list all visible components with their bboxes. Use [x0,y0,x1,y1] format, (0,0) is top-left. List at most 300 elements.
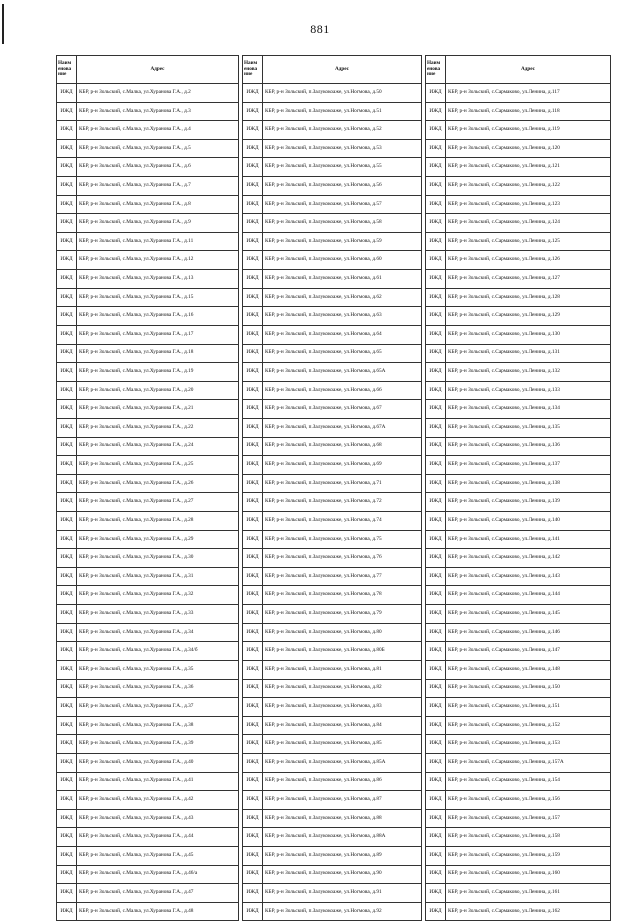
table-row [426,456,611,475]
object-type-cell: ИЖД [426,195,446,214]
object-type-cell: ИЖД [57,716,77,735]
address-cell: КБР, р-н Зольский, п.Залукокоаже, ул.Ногмова, д.92 [263,902,422,921]
table-row [243,232,422,251]
address-cell: КБР, р-н Зольский, с.Малка, ул.Хуранова Г.А., д.38 [77,716,239,735]
object-type-cell: ИЖД [426,642,446,661]
address-cell: КБР, р-н Зольский, с.Малка, ул.Хуранова Г.А., д.6 [77,158,239,177]
table-row [243,753,422,772]
table-row [426,809,611,828]
address-cell: КБР, р-н Зольский, с.Малка, ул.Хуранова Г.А., д.20 [77,381,239,400]
object-type-cell: ИЖД [57,381,77,400]
object-type-cell: ИЖД [426,139,446,158]
object-type-cell: ИЖД [243,679,263,698]
table-row [426,753,611,772]
object-type-cell: ИЖД [243,288,263,307]
address-cell: КБР, р-н Зольский, п.Залукокоаже, ул.Ногмова, д.85 [263,735,422,754]
object-type-cell: ИЖД [426,753,446,772]
object-type-cell: ИЖД [243,623,263,642]
table-row [243,139,422,158]
table-row [57,809,239,828]
table-row [57,698,239,717]
address-cell: КБР, р-н Зольский, с.Сармаково, ул.Ленина, д.122 [446,177,611,196]
object-type-cell: ИЖД [426,567,446,586]
address-cell: КБР, р-н Зольский, с.Малка, ул.Хуранова Г.А., д.32 [77,586,239,605]
table-row [426,605,611,624]
table-row [426,716,611,735]
table-row [426,846,611,865]
object-type-cell: ИЖД [57,139,77,158]
table-row [57,549,239,568]
header-name: Наим енова ние [57,56,77,84]
object-type-cell: ИЖД [243,753,263,772]
address-cell: КБР, р-н Зольский, п.Залукокоаже, ул.Ногмова, д.77 [263,567,422,586]
table-row [426,623,611,642]
table-row [426,400,611,419]
address-cell: КБР, р-н Зольский, с.Малка, ул.Хуранова Г.А., д.19 [77,363,239,382]
address-cell: КБР, р-н Зольский, с.Сармаково, ул.Ленина, д.153 [446,735,611,754]
object-type-cell: ИЖД [426,400,446,419]
object-type-cell: ИЖД [426,102,446,121]
object-type-cell: ИЖД [243,716,263,735]
object-type-cell: ИЖД [243,214,263,233]
object-type-cell: ИЖД [57,586,77,605]
table-row [243,400,422,419]
address-cell: КБР, р-н Зольский, п.Залукокоаже, ул.Ногмова, д.59 [263,232,422,251]
object-type-cell: ИЖД [243,735,263,754]
table-row [426,232,611,251]
address-cell: КБР, р-н Зольский, п.Залукокоаже, ул.Ногмова, д.50 [263,84,422,103]
address-cell: КБР, р-н Зольский, с.Сармаково, ул.Ленина, д.156 [446,791,611,810]
address-cell: КБР, р-н Зольский, п.Залукокоаже, ул.Ногмова, д.88 [263,809,422,828]
table-row [243,679,422,698]
object-type-cell: ИЖД [426,884,446,903]
table-row [57,791,239,810]
object-type-cell: ИЖД [426,512,446,531]
address-cell: КБР, р-н Зольский, с.Малка, ул.Хуранова Г.А., д.35 [77,660,239,679]
table-row [426,549,611,568]
object-type-cell: ИЖД [57,679,77,698]
object-type-cell: ИЖД [57,493,77,512]
object-type-cell: ИЖД [426,251,446,270]
address-cell: КБР, р-н Зольский, п.Залукокоаже, ул.Ногмова, д.86 [263,772,422,791]
address-cell: КБР, р-н Зольский, с.Малка, ул.Хуранова Г.А., д.11 [77,232,239,251]
address-cell: КБР, р-н Зольский, с.Малка, ул.Хуранова Г.А., д.47 [77,884,239,903]
address-cell: КБР, р-н Зольский, с.Сармаково, ул.Ленина, д.161 [446,884,611,903]
address-cell: КБР, р-н Зольский, п.Залукокоаже, ул.Ногмова, д.65А [263,363,422,382]
header-name: Наим енова ние [426,56,446,84]
object-type-cell: ИЖД [57,158,77,177]
table-row [57,642,239,661]
address-cell: КБР, р-н Зольский, с.Сармаково, ул.Ленина, д.159 [446,846,611,865]
address-cell: КБР, р-н Зольский, п.Залукокоаже, ул.Ногмова, д.82 [263,679,422,698]
address-cell: КБР, р-н Зольский, с.Сармаково, ул.Ленина, д.147 [446,642,611,661]
object-type-cell: ИЖД [426,418,446,437]
table-row [57,660,239,679]
table-row [426,121,611,140]
address-cell: КБР, р-н Зольский, с.Сармаково, ул.Ленина, д.132 [446,363,611,382]
object-type-cell: ИЖД [426,902,446,921]
object-type-cell: ИЖД [426,214,446,233]
address-cell: КБР, р-н Зольский, п.Залукокоаже, ул.Ногмова, д.57 [263,195,422,214]
object-type-cell: ИЖД [426,809,446,828]
table-row [57,363,239,382]
table-row [57,828,239,847]
address-cell: КБР, р-н Зольский, с.Малка, ул.Хуранова Г.А., д.28 [77,512,239,531]
address-cell: КБР, р-н Зольский, с.Сармаково, ул.Ленина, д.123 [446,195,611,214]
address-cell: КБР, р-н Зольский, с.Сармаково, ул.Ленина, д.152 [446,716,611,735]
table-row [426,679,611,698]
table-row [243,363,422,382]
table-row [243,288,422,307]
table-row [426,474,611,493]
object-type-cell: ИЖД [57,530,77,549]
object-type-cell: ИЖД [243,102,263,121]
object-type-cell: ИЖД [57,344,77,363]
table-row [426,493,611,512]
object-type-cell: ИЖД [243,586,263,605]
table-row [426,791,611,810]
object-type-cell: ИЖД [426,344,446,363]
table-row [243,809,422,828]
table-row [243,772,422,791]
table-row [57,865,239,884]
address-cell: КБР, р-н Зольский, п.Залукокоаже, ул.Ногмова, д.76 [263,549,422,568]
object-type-cell: ИЖД [426,232,446,251]
address-cell: КБР, р-н Зольский, п.Залукокоаже, ул.Ногмова, д.71 [263,474,422,493]
table-row [426,828,611,847]
address-cell: КБР, р-н Зольский, с.Сармаково, ул.Ленина, д.162 [446,902,611,921]
address-cell: КБР, р-н Зольский, п.Залукокоаже, ул.Ногмова, д.53 [263,139,422,158]
object-type-cell: ИЖД [243,642,263,661]
address-cell: КБР, р-н Зольский, п.Залукокоаже, ул.Ногмова, д.88А [263,828,422,847]
object-type-cell: ИЖД [426,549,446,568]
table-row [57,307,239,326]
table-row [243,214,422,233]
address-cell: КБР, р-н Зольский, с.Малка, ул.Хуранова Г.А., д.5 [77,139,239,158]
table-row [57,586,239,605]
address-cell: КБР, р-н Зольский, с.Малка, ул.Хуранова Г.А., д.13 [77,270,239,289]
address-cell: КБР, р-н Зольский, с.Сармаково, ул.Ленина, д.140 [446,512,611,531]
object-type-cell: ИЖД [57,195,77,214]
object-type-cell: ИЖД [243,567,263,586]
table-row [243,344,422,363]
object-type-cell: ИЖД [57,121,77,140]
address-cell: КБР, р-н Зольский, с.Сармаково, ул.Ленина, д.142 [446,549,611,568]
address-cell: КБР, р-н Зольский, с.Сармаково, ул.Ленина, д.137 [446,456,611,475]
address-cell: КБР, р-н Зольский, с.Малка, ул.Хуранова Г.А., д.27 [77,493,239,512]
address-cell: КБР, р-н Зольский, с.Малка, ул.Хуранова Г.А., д.31 [77,567,239,586]
table-row [426,195,611,214]
object-type-cell: ИЖД [57,84,77,103]
table-row [57,716,239,735]
table-row [426,418,611,437]
object-type-cell: ИЖД [243,84,263,103]
object-type-cell: ИЖД [426,288,446,307]
address-cell: КБР, р-н Зольский, с.Малка, ул.Хуранова Г.А., д.43 [77,809,239,828]
address-cell: КБР, р-н Зольский, с.Сармаково, ул.Ленина, д.157А [446,753,611,772]
address-cell: КБР, р-н Зольский, п.Залукокоаже, ул.Ногмова, д.83 [263,698,422,717]
object-type-cell: ИЖД [57,288,77,307]
object-type-cell: ИЖД [243,177,263,196]
address-cell: КБР, р-н Зольский, с.Сармаково, ул.Ленина, д.117 [446,84,611,103]
address-cell: КБР, р-н Зольский, с.Малка, ул.Хуранова Г.А., д.26 [77,474,239,493]
table-row [243,307,422,326]
table-row [243,865,422,884]
object-type-cell: ИЖД [243,400,263,419]
object-type-cell: ИЖД [243,325,263,344]
table-row [426,84,611,103]
table-row [426,381,611,400]
object-type-cell: ИЖД [243,698,263,717]
table-row [426,698,611,717]
address-cell: КБР, р-н Зольский, п.Залукокоаже, ул.Ногмова, д.52 [263,121,422,140]
table-row [57,512,239,531]
address-cell: КБР, р-н Зольский, с.Малка, ул.Хуранова Г.А., д.25 [77,456,239,475]
table-row [57,195,239,214]
object-type-cell: ИЖД [243,158,263,177]
address-cell: КБР, р-н Зольский, с.Малка, ул.Хуранова Г.А., д.34 [77,623,239,642]
address-cell: КБР, р-н Зольский, с.Малка, ул.Хуранова Г.А., д.7 [77,177,239,196]
object-type-cell: ИЖД [243,493,263,512]
object-type-cell: ИЖД [426,660,446,679]
object-type-cell: ИЖД [243,902,263,921]
address-cell: КБР, р-н Зольский, с.Малка, ул.Хуранова Г.А., д.37 [77,698,239,717]
address-cell: КБР, р-н Зольский, п.Залукокоаже, ул.Ногмова, д.90 [263,865,422,884]
address-cell: КБР, р-н Зольский, с.Малка, ул.Хуранова Г.А., д.18 [77,344,239,363]
address-cell: КБР, р-н Зольский, п.Залукокоаже, ул.Ногмова, д.72 [263,493,422,512]
address-cell: КБР, р-н Зольский, с.Сармаково, ул.Ленина, д.136 [446,437,611,456]
object-type-cell: ИЖД [243,251,263,270]
address-cell: КБР, р-н Зольский, п.Залукокоаже, ул.Ногмова, д.67А [263,418,422,437]
table-row [243,437,422,456]
object-type-cell: ИЖД [426,530,446,549]
address-cell: КБР, р-н Зольский, с.Сармаково, ул.Ленина, д.120 [446,139,611,158]
table-row [426,214,611,233]
object-type-cell: ИЖД [57,437,77,456]
object-type-cell: ИЖД [426,121,446,140]
table-row [243,102,422,121]
object-type-cell: ИЖД [57,232,77,251]
object-type-cell: ИЖД [426,325,446,344]
address-cell: КБР, р-н Зольский, п.Залукокоаже, ул.Ногмова, д.87 [263,791,422,810]
address-cell: КБР, р-н Зольский, с.Малка, ул.Хуранова Г.А., д.3 [77,102,239,121]
object-type-cell: ИЖД [426,381,446,400]
object-type-cell: ИЖД [426,865,446,884]
object-type-cell: ИЖД [57,791,77,810]
object-type-cell: ИЖД [243,344,263,363]
object-type-cell: ИЖД [426,605,446,624]
object-type-cell: ИЖД [243,456,263,475]
object-type-cell: ИЖД [57,456,77,475]
table-row [243,493,422,512]
table-row [243,567,422,586]
address-cell: КБР, р-н Зольский, с.Малка, ул.Хуранова Г.А., д.40 [77,753,239,772]
header-address: Адрес [263,56,422,84]
address-cell: КБР, р-н Зольский, с.Сармаково, ул.Ленина, д.134 [446,400,611,419]
address-cell: КБР, р-н Зольский, с.Сармаково, ул.Ленина, д.128 [446,288,611,307]
table-row [57,679,239,698]
table-row [57,902,239,921]
table-row [426,363,611,382]
object-type-cell: ИЖД [57,902,77,921]
table-row [57,288,239,307]
address-cell: КБР, р-н Зольский, с.Малка, ул.Хуранова Г.А., д.17 [77,325,239,344]
object-type-cell: ИЖД [57,270,77,289]
address-cell: КБР, р-н Зольский, п.Залукокоаже, ул.Ногмова, д.51 [263,102,422,121]
table-row [243,474,422,493]
table-row [426,865,611,884]
address-cell: КБР, р-н Зольский, с.Малка, ул.Хуранова Г.А., д.42 [77,791,239,810]
object-type-cell: ИЖД [57,809,77,828]
object-type-cell: ИЖД [243,381,263,400]
address-cell: КБР, р-н Зольский, с.Малка, ул.Хуранова Г.А., д.4 [77,121,239,140]
table-row [57,400,239,419]
address-cell: КБР, р-н Зольский, с.Малка, ул.Хуранова Г.А., д.16 [77,307,239,326]
table-row [243,195,422,214]
address-cell: КБР, р-н Зольский, с.Сармаково, ул.Ленина, д.121 [446,158,611,177]
table-row [426,567,611,586]
address-cell: КБР, р-н Зольский, п.Залукокоаже, ул.Ногмова, д.89 [263,846,422,865]
object-type-cell: ИЖД [426,828,446,847]
object-type-cell: ИЖД [57,177,77,196]
address-cell: КБР, р-н Зольский, с.Малка, ул.Хуранова Г.А., д.29 [77,530,239,549]
object-type-cell: ИЖД [243,512,263,531]
address-cell: КБР, р-н Зольский, с.Сармаково, ул.Ленина, д.118 [446,102,611,121]
object-type-cell: ИЖД [243,549,263,568]
object-type-cell: ИЖД [426,158,446,177]
object-type-cell: ИЖД [57,772,77,791]
header-name: Наим енова ние [243,56,263,84]
address-cell: КБР, р-н Зольский, с.Малка, ул.Хуранова Г.А., д.15 [77,288,239,307]
table-row [243,735,422,754]
table-row [243,251,422,270]
address-table-1 [56,55,239,921]
object-type-cell: ИЖД [243,474,263,493]
address-cell: КБР, р-н Зольский, с.Малка, ул.Хуранова Г.А., д.44 [77,828,239,847]
table-row [243,660,422,679]
address-cell: КБР, р-н Зольский, п.Залукокоаже, ул.Ногмова, д.56 [263,177,422,196]
table-row [57,846,239,865]
object-type-cell: ИЖД [57,605,77,624]
address-table-2 [242,55,422,921]
address-cell: КБР, р-н Зольский, с.Малка, ул.Хуранова Г.А., д.24 [77,437,239,456]
object-type-cell: ИЖД [57,251,77,270]
table-row [57,753,239,772]
address-cell: КБР, р-н Зольский, с.Сармаково, ул.Ленина, д.126 [446,251,611,270]
address-cell: КБР, р-н Зольский, п.Залукокоаже, ул.Ногмова, д.80 [263,623,422,642]
table-row [57,344,239,363]
address-cell: КБР, р-н Зольский, п.Залукокоаже, ул.Ногмова, д.67 [263,400,422,419]
object-type-cell: ИЖД [426,716,446,735]
address-cell: КБР, р-н Зольский, п.Залукокоаже, ул.Ногмова, д.65 [263,344,422,363]
table-row [426,437,611,456]
table-row [57,102,239,121]
address-cell: КБР, р-н Зольский, п.Залукокоаже, ул.Ногмова, д.78 [263,586,422,605]
object-type-cell: ИЖД [426,623,446,642]
object-type-cell: ИЖД [57,549,77,568]
address-tables [56,55,611,914]
object-type-cell: ИЖД [426,791,446,810]
address-table-3 [425,55,611,921]
address-cell: КБР, р-н Зольский, с.Сармаково, ул.Ленина, д.146 [446,623,611,642]
table-header-row [57,56,239,84]
header-address: Адрес [77,56,239,84]
table-row [426,660,611,679]
table-row [426,902,611,921]
table-row [57,735,239,754]
address-cell: КБР, р-н Зольский, с.Сармаково, ул.Ленина, д.125 [446,232,611,251]
page-number: 881 [310,22,330,36]
table-row [426,270,611,289]
table-row [57,139,239,158]
table-row [243,158,422,177]
object-type-cell: ИЖД [243,139,263,158]
table-row [57,474,239,493]
address-cell: КБР, р-н Зольский, с.Сармаково, ул.Ленина, д.143 [446,567,611,586]
table-row [57,214,239,233]
table-row [243,270,422,289]
address-cell: КБР, р-н Зольский, с.Сармаково, ул.Ленина, д.141 [446,530,611,549]
object-type-cell: ИЖД [57,567,77,586]
table-row [57,381,239,400]
object-type-cell: ИЖД [57,623,77,642]
object-type-cell: ИЖД [243,307,263,326]
address-cell: КБР, р-н Зольский, с.Сармаково, ул.Ленина, д.144 [446,586,611,605]
object-type-cell: ИЖД [426,363,446,382]
address-cell: КБР, р-н Зольский, с.Сармаково, ул.Ленина, д.131 [446,344,611,363]
table-row [57,456,239,475]
object-type-cell: ИЖД [426,177,446,196]
table-row [426,102,611,121]
address-cell: КБР, р-н Зольский, п.Залукокоаже, ул.Ногмова, д.61 [263,270,422,289]
address-cell: КБР, р-н Зольский, с.Малка, ул.Хуранова Г.А., д.9 [77,214,239,233]
object-type-cell: ИЖД [57,660,77,679]
header-address: Адрес [446,56,611,84]
address-cell: КБР, р-н Зольский, с.Сармаково, ул.Ленина, д.160 [446,865,611,884]
table-row [57,158,239,177]
object-type-cell: ИЖД [57,102,77,121]
address-cell: КБР, р-н Зольский, п.Залукокоаже, ул.Ногмова, д.55 [263,158,422,177]
address-cell: КБР, р-н Зольский, п.Залукокоаже, ул.Ногмова, д.68 [263,437,422,456]
object-type-cell: ИЖД [57,846,77,865]
object-type-cell: ИЖД [243,772,263,791]
table-row [426,288,611,307]
table-row [57,884,239,903]
address-cell: КБР, р-н Зольский, п.Залукокоаже, ул.Ногмова, д.69 [263,456,422,475]
address-cell: КБР, р-н Зольский, с.Сармаково, ул.Ленина, д.158 [446,828,611,847]
table-row [243,586,422,605]
table-row [57,84,239,103]
address-cell: КБР, р-н Зольский, п.Залукокоаже, ул.Ногмова, д.79 [263,605,422,624]
address-cell: КБР, р-н Зольский, п.Залукокоаже, ул.Ногмова, д.62 [263,288,422,307]
object-type-cell: ИЖД [426,679,446,698]
table-row [426,177,611,196]
object-type-cell: ИЖД [243,791,263,810]
table-row [243,84,422,103]
table-row [426,642,611,661]
object-type-cell: ИЖД [243,121,263,140]
object-type-cell: ИЖД [426,698,446,717]
table-row [426,735,611,754]
table-row [57,530,239,549]
table-row [57,121,239,140]
object-type-cell: ИЖД [243,828,263,847]
table-row [426,139,611,158]
table-row [243,791,422,810]
table-row [243,381,422,400]
address-cell: КБР, р-н Зольский, с.Сармаково, ул.Ленина, д.133 [446,381,611,400]
object-type-cell: ИЖД [243,884,263,903]
